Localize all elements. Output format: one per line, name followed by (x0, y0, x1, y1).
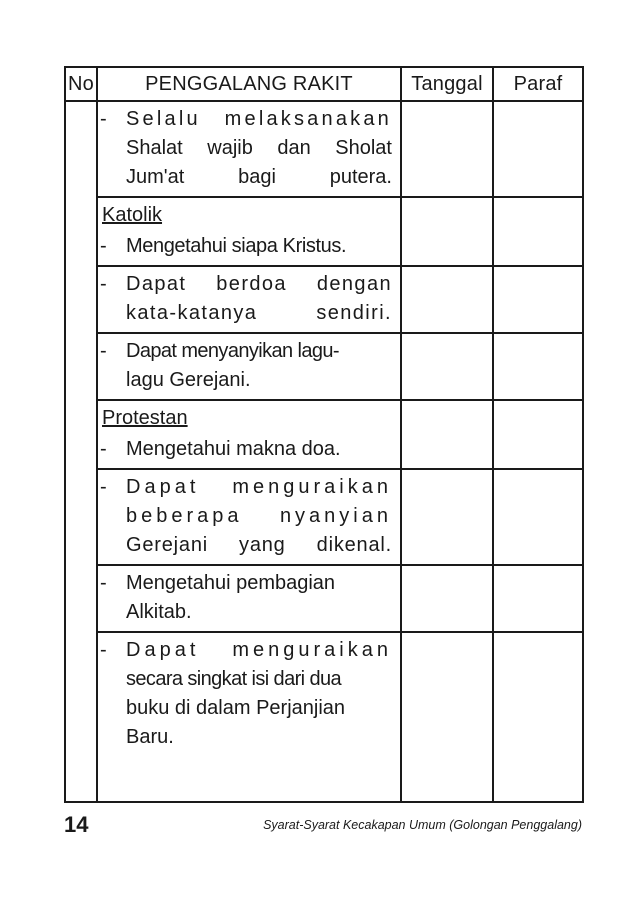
tanggal-cell[interactable] (401, 101, 493, 197)
header-paraf: Paraf (493, 67, 583, 101)
item-cell (97, 333, 401, 400)
tanggal-cell[interactable] (401, 197, 493, 266)
item-line: lagu Gerejani. (126, 369, 251, 391)
paraf-cell[interactable] (493, 101, 583, 197)
tanggal-cell[interactable] (401, 565, 493, 632)
item-line: Alkitab. (126, 601, 192, 623)
bullet-dash: - (100, 476, 107, 498)
header-tanggal: Tanggal (401, 67, 493, 101)
item-line: kata-katanya sendiri. (126, 302, 392, 324)
bullet-dash: - (100, 438, 107, 460)
bullet-dash: - (100, 639, 107, 661)
item-cell (97, 266, 401, 333)
item-line: Baru. (126, 726, 174, 748)
item-line: Selalu melaksanakan (126, 108, 392, 130)
item-cell (97, 469, 401, 565)
table-row (65, 333, 583, 400)
item-cell (97, 400, 401, 469)
table-row (65, 400, 583, 469)
list-item (98, 435, 400, 468)
item-cell (97, 197, 401, 266)
item-line: Shalat wajib dan Sholat (126, 137, 392, 159)
list-item (98, 566, 400, 631)
item-line: Gerejani yang dikenal. (126, 534, 392, 556)
table-header-row (65, 67, 583, 101)
table-row (65, 266, 583, 333)
item-cell (97, 565, 401, 632)
table-row (65, 632, 583, 802)
list-item (98, 267, 400, 332)
list-item (98, 102, 400, 196)
paraf-cell[interactable] (493, 197, 583, 266)
paraf-cell[interactable] (493, 333, 583, 400)
list-item (98, 470, 400, 564)
table-row (65, 101, 583, 197)
item-line: Jum'at bagi putera. (126, 166, 392, 188)
list-item (98, 633, 400, 756)
item-cell (97, 101, 401, 197)
section-heading-protestan: Protestan (102, 407, 188, 429)
item-line: Mengetahui makna doa. (126, 438, 341, 460)
item-line: Dapat menguraikan (126, 639, 392, 661)
bullet-dash: - (100, 340, 107, 362)
tanggal-cell[interactable] (401, 469, 493, 565)
paraf-cell[interactable] (493, 565, 583, 632)
bullet-dash: - (100, 273, 107, 295)
table-row (65, 197, 583, 266)
no-cell (65, 101, 97, 802)
tanggal-cell[interactable] (401, 400, 493, 469)
item-line: beberapa nyanyian (126, 505, 392, 527)
header-penggalang-rakit: PENGGALANG RAKIT (97, 67, 401, 101)
tanggal-cell[interactable] (401, 632, 493, 802)
table-row (65, 565, 583, 632)
table-row (65, 469, 583, 565)
bullet-dash: - (100, 572, 107, 594)
bullet-dash: - (100, 235, 107, 257)
paraf-cell[interactable] (493, 632, 583, 802)
tanggal-cell[interactable] (401, 333, 493, 400)
bullet-dash: - (100, 108, 107, 130)
tanggal-cell[interactable] (401, 266, 493, 333)
page-number: 14 (64, 812, 89, 837)
list-item (98, 232, 400, 265)
header-no: No (65, 67, 97, 101)
running-footer-title: Syarat-Syarat Kecakapan Umum (Golongan Penggalang) (263, 818, 582, 832)
list-item (98, 334, 400, 399)
item-line: Dapat menguraikan (126, 476, 392, 498)
item-line: buku di dalam Perjanjian (126, 697, 346, 719)
requirements-table (64, 66, 584, 803)
item-line: Dapat menyanyikan lagu- (126, 340, 339, 362)
item-cell (97, 632, 401, 802)
item-line: Mengetahui pembagian (126, 572, 336, 594)
item-line: Dapat berdoa dengan (126, 273, 392, 295)
item-line: secara singkat isi dari dua (126, 668, 342, 690)
paraf-cell[interactable] (493, 469, 583, 565)
section-heading-katolik: Katolik (102, 204, 163, 226)
paraf-cell[interactable] (493, 266, 583, 333)
item-line: Mengetahui siapa Kristus. (126, 235, 347, 257)
paraf-cell[interactable] (493, 400, 583, 469)
